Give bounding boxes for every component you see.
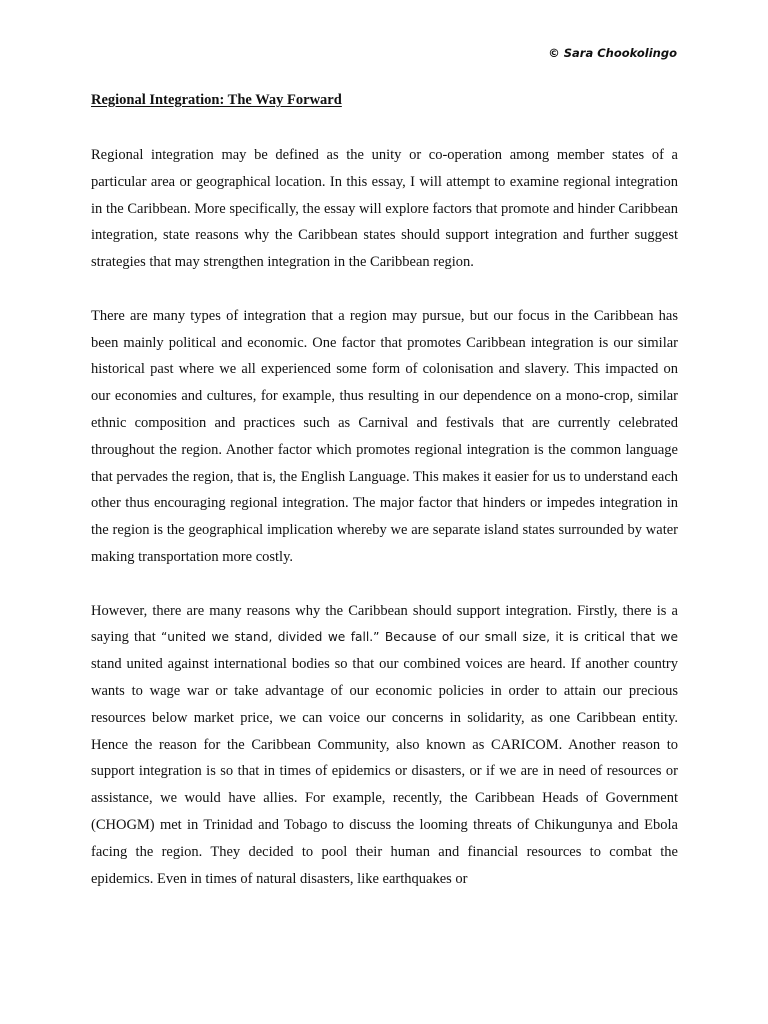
paragraph-reasons-quote: “united we stand, divided we fall.” Because of our small size, it is critical that we [160,630,678,645]
copyright-notice: © Sara Chookolingo [548,46,677,60]
document-title: Regional Integration: The Way Forward [91,92,342,108]
document-body [91,142,678,919]
paragraph-reasons-rest: stand united against international bodies so that our combined voices are heard. If another country wants to wage war or take advantage of our economic policies in order to attain our precious resources below market price, we can voice our concerns in solidarity, as one Caribbean entity. Hence the reason for the Caribbean Community, also known as CARICOM. Another reason to support integration is so that in times of epidemics or disasters, or if we are in need of resources or assistance, we would have allies. For example, recently, the Caribbean Heads of Government (CHOGM) met in Trinidad and Tobago to discuss the looming threats of Chikungunya and Ebola facing the region. They decided to pool their human and financial resources to combat the epidemics. Even in times of natural disasters, like earthquakes or [91,656,678,887]
paragraph-factors: There are many types of integration that a region may pursue, but our focus in the Caribbean has been mainly political and economic. One factor that promotes Caribbean integration is our similar historical past where we all experienced some form of colonisation and slavery. This impacted on our economies and cultures, for example, thus resulting in our dependence on a mono-crop, similar ethnic composition and practices such as Carnival and festivals that are currently celebrated throughout the region. Another factor which promotes regional integration is the common language that pervades the region, that is, the English Language. This makes it easier for us to understand each other thus encouraging regional integration. The major factor that hinders or impedes integration in the region is the geographical implication whereby we are separate island states surrounded by water making transportation more costly. [91,307,678,565]
paragraph-introduction: Regional integration may be defined as the unity or co-operation among member states of a particular area or geographical location. In this essay, I will attempt to examine regional integration in the Caribbean. More specifically, the essay will explore factors that promote and hinder Caribbean integration, state reasons why the Caribbean states should support integration and further suggest strategies that may strengthen integration in the Caribbean region. [91,147,678,271]
paragraph-reasons [91,598,678,893]
paragraph-reasons-intro: However, there are many reasons why the Caribbean should support integration. Firstly, there is a saying that [91,602,678,646]
